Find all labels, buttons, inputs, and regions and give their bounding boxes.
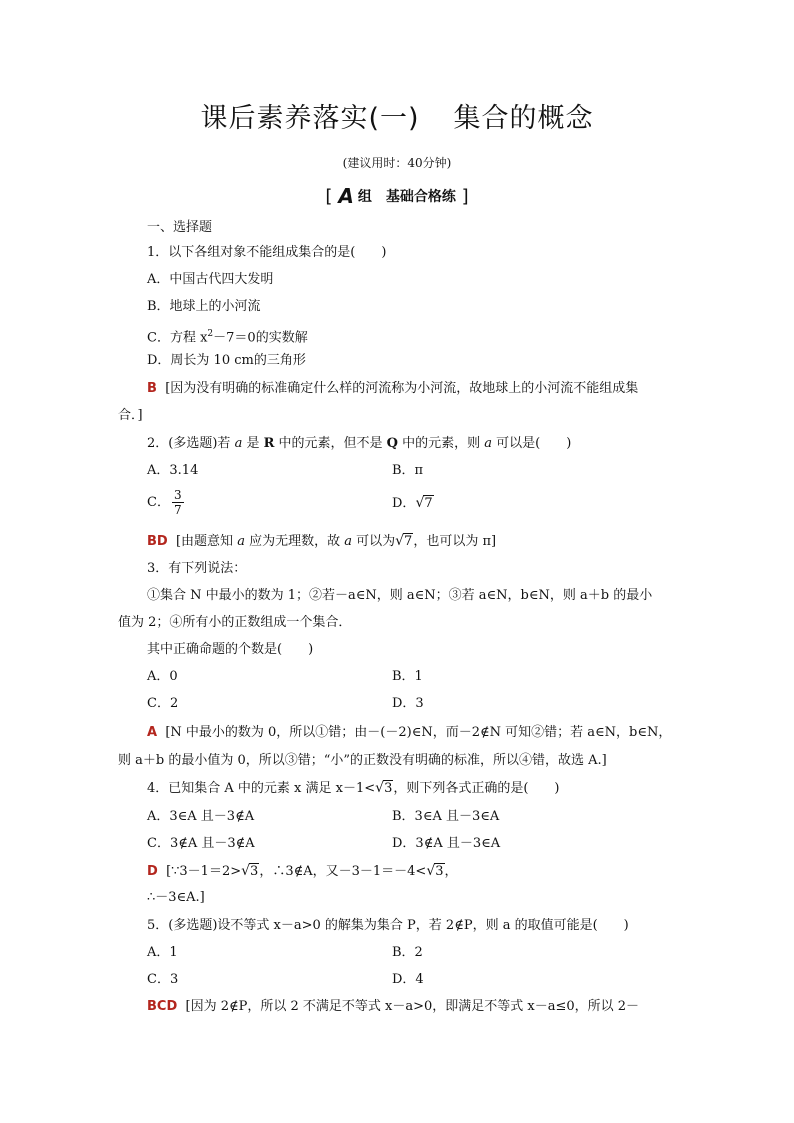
q2-option-b: B．π <box>392 463 424 478</box>
q1-option-c: C．方程 $x^2-7=0$的实数解 <box>147 329 308 346</box>
q4-option-b: B．3∈A 且－3∈A <box>392 809 500 824</box>
time-note: (建议用时：40分钟) <box>342 156 452 170</box>
q1-option-b: B．地球上的小河流 <box>147 299 261 314</box>
q5-option-c: C．3 <box>147 972 179 987</box>
q4-option-a: A．3∈A 且－3∉A <box>147 809 255 824</box>
q3-statement-1: ①集合 N 中最小的数为 1；②若－a∈N，则 a∈N；③若 a∈N，b∈N，则 a＋b 的最小 <box>147 588 653 603</box>
q1-explanation-cont: 合．] <box>118 408 143 423</box>
q4-explanation: D [∵3－1＝2>√3，∴3∉A，又－3－1＝－4<√3， <box>147 863 458 879</box>
q3-question: 其中正确命题的个数是( ) <box>147 642 314 657</box>
q2-stem: 2．(多选题)若 a 是 R 中的元素，但不是 Q 中的元素，则 a 可以是( ) <box>147 436 572 451</box>
group-label: 组 基础合格练 <box>357 189 456 205</box>
q2-answer: BD <box>147 534 168 549</box>
q2-option-a: A．3.14 <box>147 463 199 478</box>
page-title <box>0 96 794 135</box>
group-letter: A <box>338 184 354 208</box>
q1-explanation: B [因为没有明确的标准确定什么样的河流称为小河流，故地球上的小河流不能组成集 <box>147 381 639 396</box>
q2-option-c: C． $\frac{3}{7}$ <box>147 488 182 517</box>
q1-answer: B <box>147 381 157 396</box>
q3-option-c: C．2 <box>147 696 179 711</box>
q2-option-d: D．√7 <box>392 495 433 511</box>
q5-answer: BCD <box>147 999 178 1014</box>
title-main: 课后素养落实(一) <box>200 103 420 134</box>
q5-option-b: B．2 <box>392 945 423 960</box>
q3-statement-2: 值为 2；④所有小的正数组成一个集合． <box>118 615 352 630</box>
q3-option-a: A．0 <box>147 669 178 684</box>
q3-stem: 3．有下列说法： <box>147 561 247 576</box>
section-heading: 一、选择题 <box>147 220 213 235</box>
q4-stem: 4．已知集合 A 中的元素 x 满足 x－1<√3，则下列各式正确的是( ) <box>147 780 560 796</box>
q3-explanation-cont: 则 a＋b 的最小值为 0，所以③错；“小”的正数没有明确的标准，所以④错，故选 A.] <box>118 753 607 768</box>
q2-explanation: BD [由题意知 a 应为无理数，故 a 可以为√7，也可以为 π] <box>147 533 497 549</box>
group-heading: [ A 组 基础合格练 ] <box>325 184 469 208</box>
q3-option-d: D．3 <box>392 696 424 711</box>
q5-option-d: D．4 <box>392 972 424 987</box>
q4-option-c: C．3∉A 且－3∉A <box>147 836 255 851</box>
q5-option-a: A．1 <box>147 945 178 960</box>
q4-option-d: D．3∉A 且－3∈A <box>392 836 501 851</box>
q3-answer: A <box>147 725 158 740</box>
q5-explanation: BCD [因为 2∉P，所以 2 不满足不等式 x－a>0，即满足不等式 x－a≤0，所以 2－ <box>147 999 640 1014</box>
q3-option-b: B．1 <box>392 669 423 684</box>
q4-answer: D <box>147 864 158 879</box>
q3-explanation: A [N 中最小的数为 0，所以①错；由－(－2)∈N，而－2∉N 可知②错；若 a∈N，b∈N， <box>147 725 672 740</box>
q1-stem: 1．以下各组对象不能组成集合的是( ) <box>147 245 387 260</box>
q1-option-d: D．周长为 10 cm的三角形 <box>147 353 306 368</box>
q4-explanation-cont: ∴－3∈A.] <box>147 890 205 905</box>
q1-option-a: A．中国古代四大发明 <box>147 272 274 287</box>
q5-stem: 5．(多选题)设不等式 x－a>0 的解集为集合 P，若 2∉P，则 a 的取值可能是( ) <box>147 918 629 933</box>
title-sub: 集合的概念 <box>453 103 594 134</box>
